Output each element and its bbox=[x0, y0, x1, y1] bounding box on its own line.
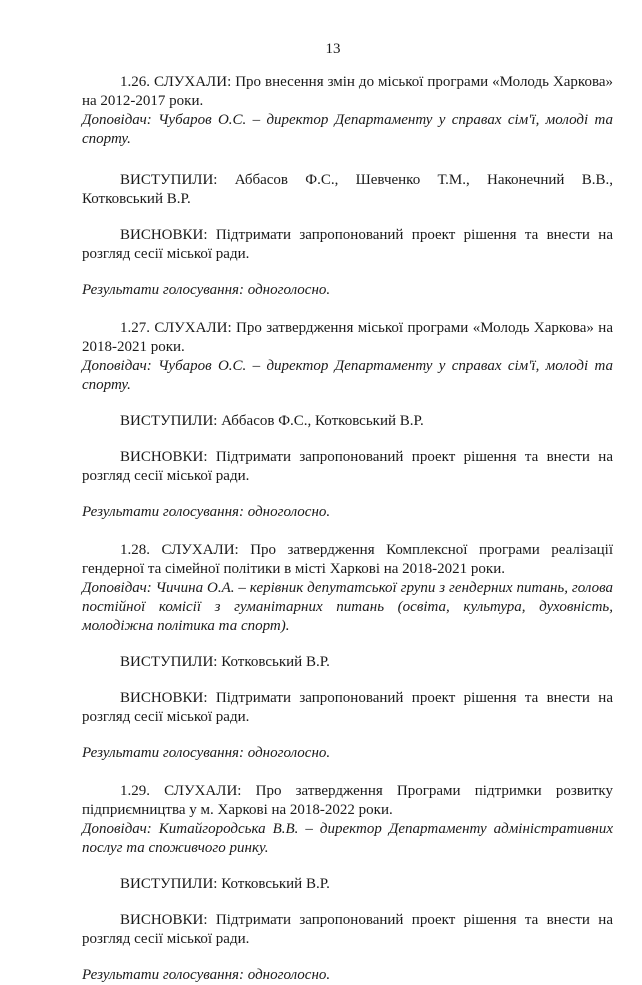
vote-result-text: Результати голосування: одноголосно. bbox=[82, 504, 331, 520]
agenda-item-1-27 bbox=[82, 319, 613, 522]
spoke-text: ВИСТУПИЛИ: Котковський В.Р. bbox=[120, 876, 330, 892]
heard-text: 1.29. СЛУХАЛИ: Про затвердження Програми підтримки розвитку підприємництва у м. Харкові на 2018-2022 роки. bbox=[82, 783, 613, 818]
conclusion-text: ВИСНОВКИ: Підтримати запропонований проект рішення та внести на розгляд сесії міської ради. bbox=[82, 912, 613, 947]
document-body bbox=[82, 73, 613, 985]
spoke-text: ВИСТУПИЛИ: Аббасов Ф.С., Котковський В.Р. bbox=[120, 413, 424, 429]
agenda-item-1-29 bbox=[82, 782, 613, 985]
conclusion-text: ВИСНОВКИ: Підтримати запропонований проект рішення та внести на розгляд сесії міської ради. bbox=[82, 227, 613, 262]
page-number: 13 bbox=[325, 41, 341, 57]
spoke-text: ВИСТУПИЛИ: Котковський В.Р. bbox=[120, 654, 330, 670]
vote-result-text: Результати голосування: одноголосно. bbox=[82, 967, 331, 983]
agenda-item-1-28 bbox=[82, 541, 613, 763]
speaker-text: Доповідач: Китайгородська В.В. – директор Департаменту адміністративних послуг та споживчого ринку. bbox=[82, 821, 613, 856]
heard-text: 1.26. СЛУХАЛИ: Про внесення змін до міської програми «Молодь Харкова» на 2012-2017 роки. bbox=[82, 74, 613, 109]
spoke-text: ВИСТУПИЛИ: Аббасов Ф.С., Шевченко Т.М., Наконечний В.В., Котковський В.Р. bbox=[82, 172, 613, 207]
speaker-text: Доповідач: Чичина О.А. – керівник депутатської групи з гендерних питань, голова постійної комісії з гуманітарних питань (освіта, культура, духовність, молодіжна політика та спорт). bbox=[82, 580, 613, 634]
vote-result-text: Результати голосування: одноголосно. bbox=[82, 745, 331, 761]
speaker-text: Доповідач: Чубаров О.С. – директор Департаменту у справах сім'ї, молоді та спорту. bbox=[82, 358, 613, 393]
speaker-text: Доповідач: Чубаров О.С. – директор Департаменту у справах сім'ї, молоді та спорту. bbox=[82, 112, 613, 147]
conclusion-text: ВИСНОВКИ: Підтримати запропонований проект рішення та внести на розгляд сесії міської ради. bbox=[82, 690, 613, 725]
heard-text: 1.27. СЛУХАЛИ: Про затвердження міської програми «Молодь Харкова» на 2018-2021 роки. bbox=[82, 320, 613, 355]
heard-text: 1.28. СЛУХАЛИ: Про затвердження Комплексної програми реалізації гендерної та сімейної політики в місті Харкові на 2018-2021 роки. bbox=[82, 542, 613, 577]
agenda-item-1-26 bbox=[82, 73, 613, 300]
vote-result-text: Результати голосування: одноголосно. bbox=[82, 282, 331, 298]
conclusion-text: ВИСНОВКИ: Підтримати запропонований проект рішення та внести на розгляд сесії міської ради. bbox=[82, 449, 613, 484]
